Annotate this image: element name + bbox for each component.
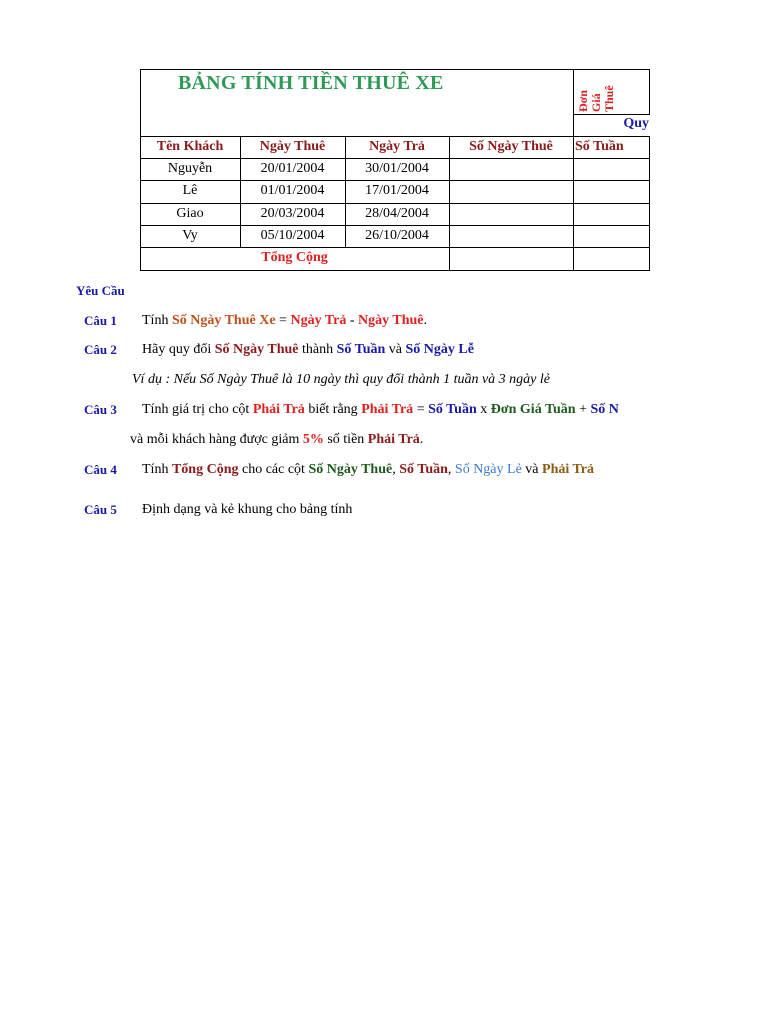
border-rotated-bottom bbox=[573, 114, 650, 115]
border-right-top bbox=[649, 69, 650, 114]
table-cell[interactable]: 05/10/2004 bbox=[260, 228, 325, 243]
header-weeks[interactable]: Số Tuần bbox=[575, 139, 624, 154]
question-3-continuation bbox=[130, 432, 423, 448]
text-run: Ngày Thuê bbox=[358, 313, 424, 328]
text-run: x bbox=[476, 402, 491, 417]
question-2-text bbox=[142, 342, 474, 358]
total-label[interactable]: Tổng Cộng bbox=[261, 250, 328, 265]
text-run: , bbox=[447, 462, 455, 477]
text-run: 5% bbox=[302, 432, 324, 447]
requirements-title: Yêu Cầu bbox=[76, 283, 125, 298]
text-run: Số Tuần bbox=[399, 462, 448, 477]
unit-price-rotated-label: Đơn Giá Thuê bbox=[576, 85, 616, 112]
border-bottom bbox=[140, 270, 650, 271]
table-cell[interactable]: 20/01/2004 bbox=[260, 161, 325, 176]
text-run: và bbox=[385, 342, 406, 357]
question-1-label: Câu 1 bbox=[84, 313, 117, 328]
table-cell[interactable]: Nguyễn bbox=[167, 161, 213, 176]
text-run: và bbox=[521, 462, 543, 477]
text-run: Số Ngày Lễ bbox=[405, 342, 474, 357]
table-cell[interactable]: 20/03/2004 bbox=[260, 206, 325, 221]
text-run: = bbox=[275, 313, 291, 328]
question-1-text bbox=[142, 313, 427, 329]
header-rent-date[interactable]: Ngày Thuê bbox=[259, 139, 326, 154]
text-run: thành bbox=[298, 342, 337, 357]
table-cell[interactable] bbox=[573, 180, 649, 203]
total-weeks-cell[interactable] bbox=[573, 247, 649, 270]
table-cell[interactable]: Lê bbox=[182, 183, 198, 198]
text-run: - bbox=[346, 313, 358, 328]
rental-table bbox=[140, 69, 650, 271]
text-run: + bbox=[575, 402, 591, 417]
table-cell[interactable]: 26/10/2004 bbox=[365, 228, 429, 243]
text-run: số tiền bbox=[323, 432, 368, 447]
text-run: Số Ngày Thuê bbox=[214, 342, 299, 357]
text-run: Phải Trả bbox=[367, 432, 420, 447]
table-cell[interactable]: Giao bbox=[176, 206, 204, 221]
example-text: Ví dụ : Nếu Số Ngày Thuê là 10 ngày thì quy đổi thành 1 tuần và 3 ngày lẻ bbox=[132, 372, 551, 387]
table-cell[interactable] bbox=[573, 158, 649, 180]
question-5-text: Định dạng và kẻ khung cho bảng tính bbox=[142, 502, 353, 517]
table-cell[interactable]: 28/04/2004 bbox=[365, 206, 429, 221]
text-run: Phải Trả bbox=[361, 402, 414, 417]
text-run: Phải Trả bbox=[252, 402, 305, 417]
text-run: Ngày Trả bbox=[290, 313, 347, 328]
table-cell[interactable] bbox=[573, 203, 649, 225]
question-3-text bbox=[142, 402, 652, 418]
question-3-label: Câu 3 bbox=[84, 402, 117, 417]
table-cell[interactable] bbox=[449, 158, 573, 180]
table-cell[interactable]: 17/01/2004 bbox=[365, 183, 429, 198]
text-run: . bbox=[423, 313, 427, 328]
text-run: Số N bbox=[590, 402, 619, 417]
text-run: = bbox=[413, 402, 429, 417]
sheet-title: BẢNG TÍNH TIỀN THUÊ XE bbox=[178, 72, 444, 94]
table-cell[interactable]: 01/01/2004 bbox=[260, 183, 325, 198]
text-run: Hãy quy đổi bbox=[142, 342, 215, 357]
table-cell[interactable]: 30/01/2004 bbox=[365, 161, 429, 176]
text-run: biết rằng bbox=[304, 402, 362, 417]
text-run: Số Ngày Thuê bbox=[308, 462, 393, 477]
table-cell[interactable] bbox=[449, 225, 573, 247]
total-rent-days-cell[interactable] bbox=[449, 247, 573, 270]
header-return-date[interactable]: Ngày Trả bbox=[369, 139, 425, 154]
text-run: Tính bbox=[142, 462, 172, 477]
table-cell[interactable] bbox=[449, 203, 573, 225]
question-5-label: Câu 5 bbox=[84, 502, 117, 517]
text-run: , bbox=[392, 462, 400, 477]
text-run: Tính giá trị cho cột bbox=[142, 402, 253, 417]
rotated-header-cell[interactable] bbox=[573, 70, 649, 114]
table-cell[interactable] bbox=[449, 180, 573, 203]
text-run: Phải Trả bbox=[542, 462, 595, 477]
text-run: cho các cột bbox=[238, 462, 309, 477]
text-run: . bbox=[419, 432, 424, 447]
text-run: Số Ngày Lẻ bbox=[454, 462, 522, 477]
text-run: và mỗi khách hàng được giảm bbox=[130, 432, 303, 447]
text-run: Số Tuần bbox=[336, 342, 386, 357]
text-run: Số Ngày Thuê Xe bbox=[171, 313, 276, 328]
question-4-text bbox=[142, 462, 594, 478]
text-run: Tính bbox=[142, 313, 172, 328]
table-cell[interactable]: Vy bbox=[182, 228, 198, 243]
question-2-label: Câu 2 bbox=[84, 342, 117, 357]
text-run: Tổng Cộng bbox=[171, 462, 239, 477]
header-rent-days[interactable]: Số Ngày Thuê bbox=[469, 139, 553, 154]
text-run: Số Tuần bbox=[428, 402, 477, 417]
border-top bbox=[140, 69, 573, 70]
text-run: Đơn Giá Tuần bbox=[490, 402, 576, 417]
table-cell[interactable] bbox=[573, 225, 649, 247]
header-customer-name[interactable]: Tên Khách bbox=[156, 139, 224, 154]
question-4-label: Câu 4 bbox=[84, 462, 117, 477]
quy-label: Quy bbox=[623, 116, 649, 131]
